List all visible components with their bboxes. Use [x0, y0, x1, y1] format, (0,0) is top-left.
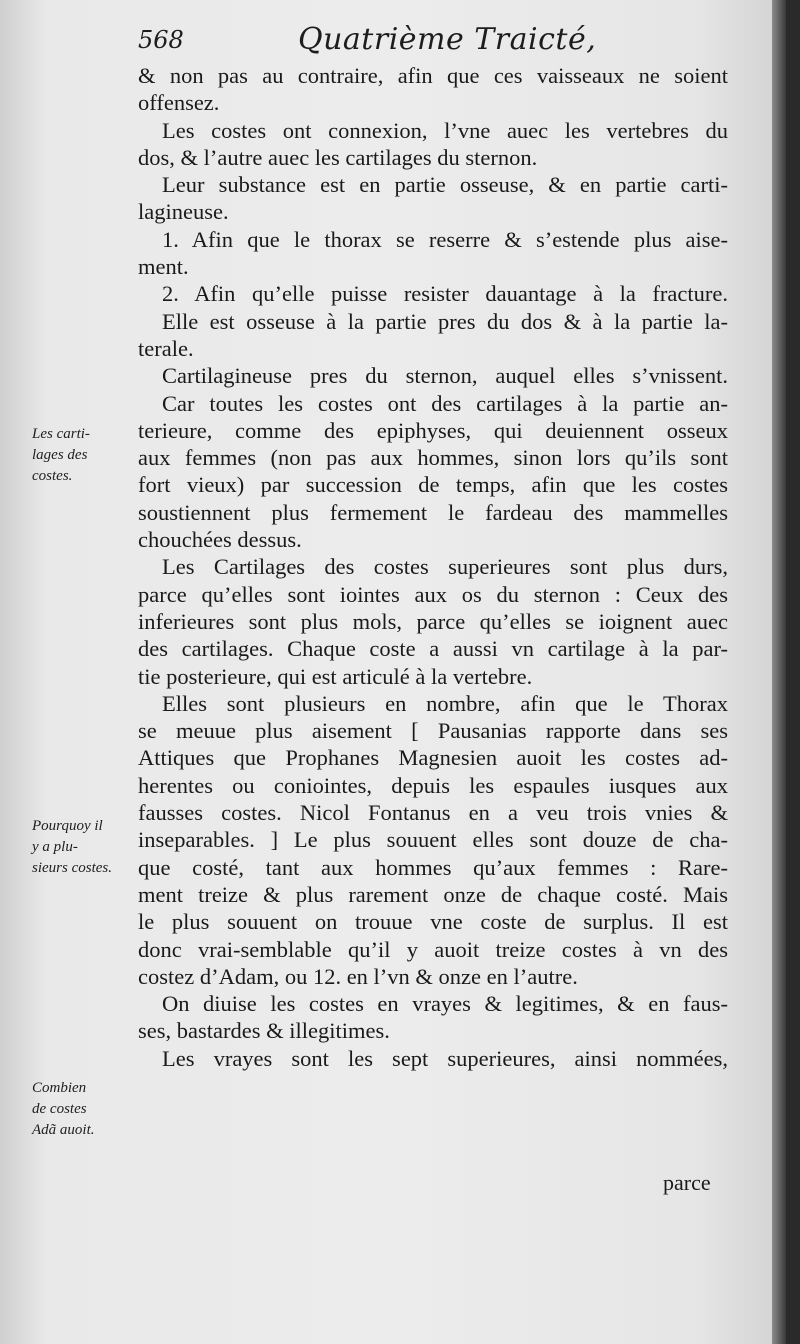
text-line: tie posterieure, qui est articulé à la vertebre. [138, 663, 533, 689]
text-line: fort vieux) par succession de temps, afin que les costes [138, 472, 728, 498]
margin-note-line: Combien [32, 1080, 87, 1096]
text-line: parce qu’elles sont iointes aux os du sternon : Ceux des [138, 581, 728, 607]
text-line: lagineuse. [138, 199, 229, 225]
text-line: inseparables. ] Le plus souuent elles sont douze de cha- [138, 827, 728, 853]
text-line: des cartilages. Chaque coste a aussi vn cartilage à la par- [138, 636, 728, 662]
text-line: Attiques que Prophanes Magnesien auoit les costes ad- [138, 745, 728, 771]
margin-note-line: sieurs costes. [32, 860, 112, 876]
text-line: ment treize & plus rarement onze de chaque costé. Mais [138, 881, 728, 907]
body-text [138, 62, 728, 1072]
catchword: parce [663, 1170, 711, 1195]
text-line: 2. Afin qu’elle puisse resister dauantage à la fracture. [162, 281, 728, 307]
text-line: le plus souuent on trouue vne coste de surplus. Il est [138, 909, 728, 935]
text-line: Car toutes les costes ont des cartilages à la partie an- [162, 390, 728, 416]
text-line: Elle est osseuse à la partie pres du dos & à la partie la- [162, 308, 728, 334]
text-line: se meuue plus aisement [ Pausanias rapporte dans ses [138, 718, 728, 744]
text-line: & non pas au contraire, afin que ces vaisseaux ne soient [138, 63, 728, 88]
text-line: ment. [138, 254, 189, 280]
margin-note-adam-ribs [32, 1078, 95, 1141]
text-line: ses, bastardes & illegitimes. [138, 1018, 390, 1044]
margin-note-why-several [32, 816, 112, 879]
text-line: Les Cartilages des costes superieures sont plus durs, [162, 554, 728, 580]
text-line: Leur substance est en partie osseuse, & en partie carti- [162, 172, 728, 198]
margin-note-line: lages des [32, 447, 88, 463]
text-line: terale. [138, 335, 194, 361]
running-title: Quatrième Traicté, [298, 22, 597, 57]
margin-note-line: costes. [32, 468, 73, 484]
text-line: fausses costes. Nicol Fontanus en a veu trois vnies & [138, 800, 728, 826]
margin-note-line: de costes [32, 1101, 87, 1117]
margin-note-cartilages [32, 424, 90, 487]
text-line: 1. Afin que le thorax se reserre & s’estende plus aise- [162, 226, 728, 252]
margin-note-line: Les carti- [32, 426, 90, 442]
text-line: terieure, comme des epiphyses, qui deuiennent osseux [138, 417, 728, 443]
text-line: inferieures sont plus mols, parce qu’elles se ioignent auec [138, 608, 728, 634]
page-number: 568 [138, 26, 184, 54]
text-line: donc vrai-semblable qu’il y auoit treize costes à vn des [138, 936, 728, 962]
page-header [138, 22, 728, 62]
text-line: costez d’Adam, ou 12. en l’vn & onze en l’autre. [138, 963, 578, 989]
text-line: Les vrayes sont les sept superieures, ainsi nommées, [162, 1045, 728, 1071]
text-line: Cartilagineuse pres du sternon, auquel elles s’vnissent. [162, 363, 728, 389]
text-line: dos, & l’autre auec les cartilages du sternon. [138, 144, 538, 170]
text-line: offensez. [138, 90, 220, 116]
text-line: Les costes ont connexion, l’vne auec les vertebres du [162, 117, 728, 143]
margin-note-line: Adã auoit. [32, 1122, 95, 1138]
text-line: soustiennent plus fermement le fardeau des mammelles [138, 499, 728, 525]
text-line: herentes ou coniointes, depuis les espaules iusques aux [138, 772, 728, 798]
text-line: Elles sont plusieurs en nombre, afin que le Thorax [162, 690, 728, 716]
text-line: chouchées dessus. [138, 527, 302, 553]
page-edge-shadow [772, 0, 786, 1344]
text-line: que costé, tant aux hommes qu’aux femmes : Rare- [138, 854, 728, 880]
text-line: aux femmes (non pas aux hommes, sinon lors qu’ils sont [138, 445, 728, 471]
text-line: On diuise les costes en vrayes & legitimes, & en faus- [162, 991, 728, 1017]
margin-note-line: y a plu- [32, 839, 78, 855]
margin-note-line: Pourquoy il [32, 818, 103, 834]
